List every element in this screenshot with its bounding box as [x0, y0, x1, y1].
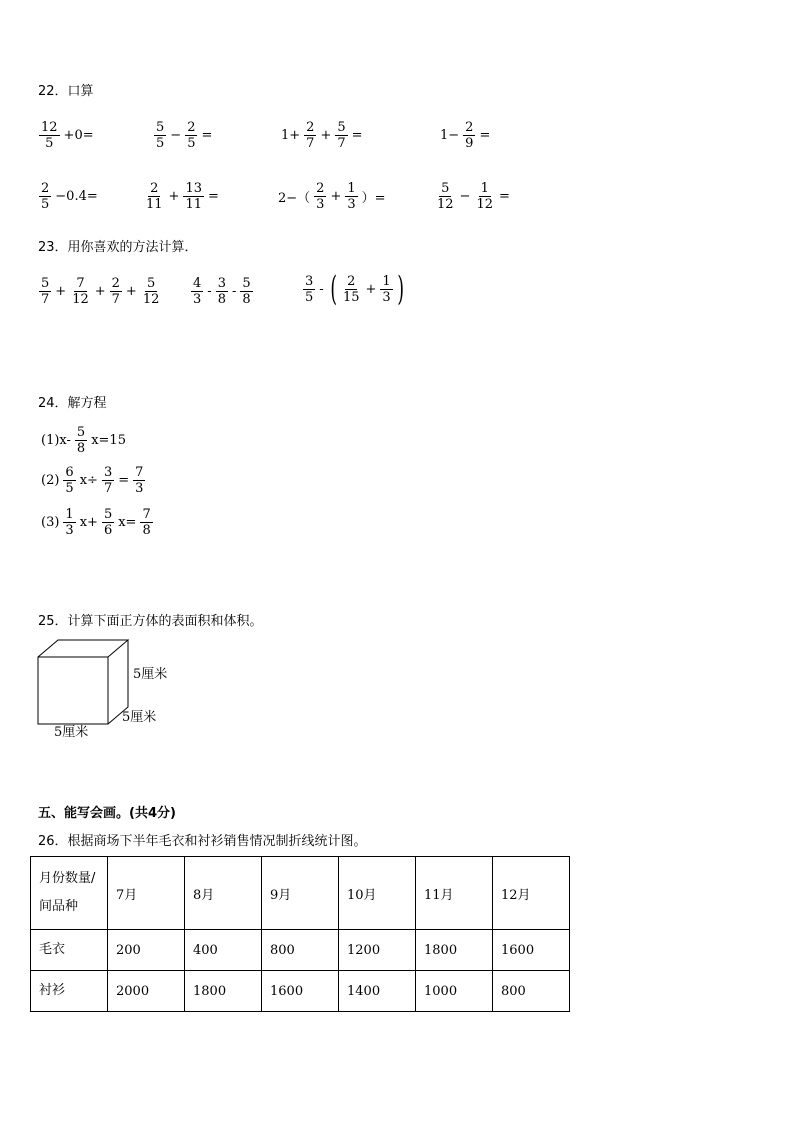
denominator: 5 [305, 289, 314, 305]
q23-item [302, 269, 407, 309]
fraction [304, 120, 316, 151]
cube-label-width: 5厘米 [54, 725, 89, 740]
fraction [240, 276, 252, 307]
fraction [183, 181, 204, 212]
fraction [154, 120, 166, 151]
cube-top-face [38, 640, 128, 657]
q23-title: 23．用你喜欢的方法计算． [38, 240, 198, 255]
q22-item [434, 181, 513, 212]
numerator: 1 [65, 507, 74, 522]
q23-item [190, 276, 254, 307]
expression-text: (2) [41, 473, 60, 488]
numerator: 5 [242, 276, 251, 291]
numerator: 2 [150, 181, 159, 196]
expression-text: x+ [79, 515, 98, 530]
parenthesis: ( [330, 269, 337, 309]
expression-text: x= [118, 515, 137, 530]
denominator: 8 [142, 523, 151, 538]
fraction [216, 276, 228, 307]
q22-title: 22．口算 [38, 84, 94, 99]
table-cell: 1200 [339, 930, 416, 971]
numerator: 5 [103, 507, 113, 522]
numerator: 2 [306, 120, 315, 135]
expression-text: + [330, 189, 342, 204]
expression-text: = [201, 128, 213, 143]
denominator: 12 [437, 197, 454, 212]
denominator: 6 [103, 523, 113, 538]
denominator: 5 [65, 481, 74, 496]
denominator: 3 [65, 523, 74, 538]
fraction [140, 507, 152, 538]
table-row [31, 971, 570, 1012]
denominator: 5 [187, 136, 196, 151]
numerator: 12 [41, 120, 58, 135]
denominator: 7 [41, 292, 50, 307]
fraction [110, 276, 122, 307]
table-cell: 200 [108, 930, 185, 971]
denominator: 7 [306, 136, 315, 151]
denominator: 11 [146, 197, 163, 212]
expression-text: + [94, 284, 106, 299]
table-header-row [31, 857, 570, 930]
numerator: 6 [65, 465, 74, 480]
numerator: 3 [217, 276, 226, 291]
expression-text: − [170, 128, 182, 143]
q23-item [38, 276, 162, 307]
table-cell: 2000 [108, 971, 185, 1012]
expression-text: = [479, 128, 491, 143]
fraction [303, 274, 315, 305]
denominator: 12 [142, 292, 160, 307]
fraction [341, 274, 362, 305]
denominator: 5 [45, 136, 54, 151]
fraction [380, 274, 392, 305]
numerator: 1 [347, 181, 356, 196]
denominator: 3 [316, 197, 325, 212]
expression-text: + [168, 189, 180, 204]
fraction [63, 507, 75, 538]
q22-item [143, 181, 222, 212]
fraction [144, 181, 165, 212]
denominator: 5 [41, 197, 50, 212]
denominator: 5 [156, 136, 165, 151]
q22-item [153, 120, 215, 151]
q22-item [437, 120, 493, 151]
numerator: 1 [480, 181, 489, 196]
table-row-label: 衬衫 [31, 971, 108, 1012]
fraction [185, 120, 197, 151]
numerator: 5 [156, 120, 165, 135]
expression-text: = [208, 189, 219, 204]
numerator: 2 [111, 276, 120, 291]
expression-text: 2−（ [278, 191, 311, 206]
table-row-label: 毛衣 [31, 930, 108, 971]
numerator: 7 [142, 507, 151, 522]
expression-text: 1+ [281, 128, 301, 143]
denominator: 7 [111, 292, 120, 307]
q26-title: 26．根据商场下半年毛衣和衬衫销售情况制折线统计图。 [38, 834, 367, 849]
cube-front-face [38, 657, 108, 724]
expression-text: 1− [440, 128, 460, 143]
cube-label-height: 5厘米 [133, 667, 168, 682]
table-corner-header [31, 857, 108, 930]
expression-text: = [499, 189, 510, 204]
table-cell: 1400 [339, 971, 416, 1012]
table-cell: 1000 [416, 971, 493, 1012]
table-month-header: 11月 [416, 857, 493, 930]
denominator: 8 [217, 292, 226, 307]
fraction [70, 276, 91, 307]
expression-text: + [55, 284, 67, 299]
table-month-header: 7月 [108, 857, 185, 930]
expression-text: - [231, 284, 237, 299]
expression-text: (3) [41, 515, 60, 530]
expression-text: (1)x- [41, 433, 71, 448]
fraction [39, 120, 60, 151]
denominator: 15 [342, 289, 360, 305]
q24-item [38, 465, 146, 496]
table-month-header: 12月 [493, 857, 570, 930]
expression-text: - [319, 281, 324, 297]
parenthesis: ) [397, 269, 404, 309]
fraction [335, 120, 347, 151]
expression-text: ）= [361, 191, 386, 206]
expression-text: + [320, 128, 332, 143]
numerator: 7 [135, 465, 144, 480]
numerator: 3 [103, 465, 113, 480]
expression-text: x=15 [91, 433, 126, 448]
expression-text: −0.4= [55, 189, 98, 204]
table-row [31, 930, 570, 971]
numerator: 5 [441, 181, 450, 196]
table-cell: 1600 [262, 971, 339, 1012]
denominator: 11 [185, 197, 202, 212]
numerator: 2 [187, 120, 196, 135]
fraction [102, 465, 114, 496]
numerator: 5 [146, 276, 156, 291]
numerator: 7 [76, 276, 85, 291]
numerator: 13 [185, 181, 202, 196]
table-cell: 1800 [185, 971, 262, 1012]
denominator: 7 [337, 136, 346, 151]
denominator: 9 [465, 136, 474, 151]
q24-item [38, 425, 129, 456]
numerator: 3 [305, 273, 314, 289]
expression-text: = [118, 473, 130, 488]
cube-diagram [36, 638, 132, 728]
expression-text: = [351, 128, 363, 143]
q24-title: 24．解方程 [38, 396, 107, 411]
numerator: 2 [347, 273, 356, 289]
table-cell: 800 [493, 971, 570, 1012]
q24-item [38, 507, 154, 538]
denominator: 12 [476, 197, 493, 212]
expression-text: − [459, 189, 471, 204]
expression-text: + [125, 284, 137, 299]
table-cell: 400 [185, 930, 262, 971]
denominator: 3 [135, 481, 144, 496]
numerator: 1 [382, 273, 391, 289]
expression-text: +0= [63, 128, 94, 143]
denominator: 8 [76, 441, 86, 456]
table-cell: 800 [262, 930, 339, 971]
expression-text: - [207, 284, 212, 299]
denominator: 3 [193, 292, 202, 307]
sales-table [30, 856, 570, 1012]
numerator: 2 [316, 181, 325, 196]
fraction [314, 181, 326, 212]
expression-text: x÷ [79, 473, 98, 488]
fraction [63, 465, 75, 496]
fraction [75, 425, 87, 456]
q25-title: 25．计算下面正方体的表面积和体积。 [38, 614, 263, 629]
fraction [191, 276, 203, 307]
fraction [141, 276, 162, 307]
numerator: 5 [337, 120, 346, 135]
fraction [345, 181, 357, 212]
q22-item [275, 181, 389, 212]
table-corner-line1: 月份数量/ [39, 871, 96, 886]
expression-text: + [365, 281, 377, 297]
numerator: 5 [41, 276, 50, 291]
q22-item [38, 181, 101, 212]
numerator: 4 [193, 276, 202, 291]
fraction [474, 181, 495, 212]
fraction [435, 181, 456, 212]
q22-item [278, 120, 366, 151]
table-cell: 1800 [416, 930, 493, 971]
denominator: 3 [347, 197, 356, 212]
table-month-header: 8月 [185, 857, 262, 930]
fraction [39, 276, 51, 307]
q22-item [38, 120, 97, 151]
numerator: 5 [76, 425, 86, 440]
fraction [102, 507, 114, 538]
numerator: 2 [465, 120, 474, 135]
denominator: 3 [382, 289, 391, 305]
table-cell: 1600 [493, 930, 570, 971]
fraction [39, 181, 51, 212]
denominator: 8 [242, 292, 251, 307]
fraction [133, 465, 145, 496]
fraction [463, 120, 475, 151]
numerator: 2 [41, 181, 50, 196]
table-month-header: 9月 [262, 857, 339, 930]
section5-title: 五、能写会画。(共4分) [38, 806, 176, 821]
table-month-header: 10月 [339, 857, 416, 930]
cube-label-depth: 5厘米 [122, 710, 157, 725]
denominator: 7 [103, 481, 113, 496]
denominator: 12 [72, 292, 89, 307]
table-corner-line2: 间品种 [39, 899, 79, 914]
